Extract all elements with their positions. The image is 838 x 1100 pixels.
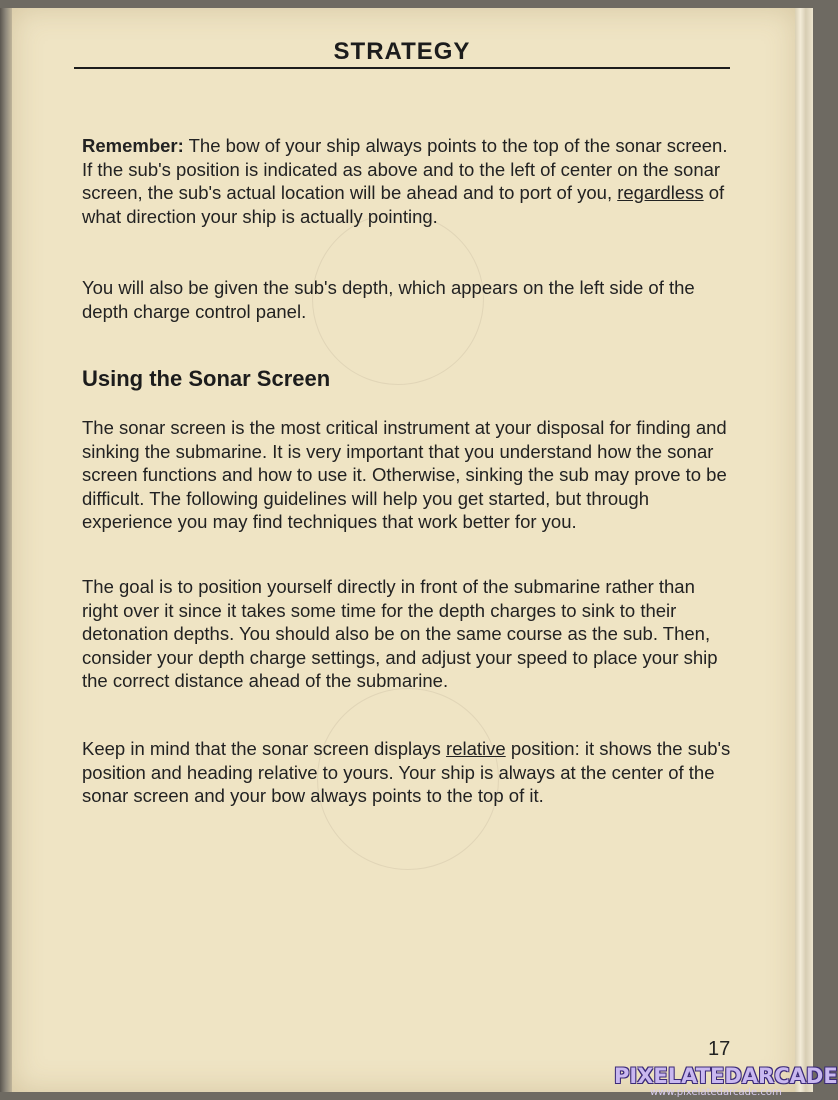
- section-heading: Using the Sonar Screen: [82, 366, 331, 391]
- watermark-logo: PIXELATEDARCADE: [614, 1064, 838, 1088]
- relative-text-1: Keep in mind that the sonar screen displays: [82, 738, 447, 759]
- paragraph-depth: You will also be given the sub's depth, which appears on the left side of the depth charge control panel.: [82, 277, 695, 322]
- remember-text-1: The bow of your ship always points to the top of the sonar screen. If the sub's position is indicated as above and to the left of center on the sonar screen, the sub's actual location will be ahead and to port of you,: [82, 135, 728, 203]
- page-edges: [795, 8, 813, 1092]
- relative-text-2: position: it shows the sub's position and heading relative to yours. Your ship is always at the center of the sonar screen and your bow always points to the top of it.: [82, 738, 731, 806]
- page-title: STRATEGY: [333, 38, 471, 65]
- watermark-url: www.pixelatedarcade.com: [650, 1087, 782, 1098]
- page-number: 17: [708, 1038, 731, 1060]
- paragraph-relative: [82, 737, 734, 808]
- paragraph-sonar-intro: The sonar screen is the most critical instrument at your disposal for finding and sinking the submarine. It is very important that you understand how the sonar screen functions and how to use it. Otherwise, sinking the sub may prove to be difficult. The following guidelines will help you get started, but through experience you may find techniques that work better for you.: [82, 417, 727, 532]
- remember-text-2: of what direction your ship is actually pointing.: [82, 182, 725, 227]
- relative-emphasis: relative: [446, 738, 506, 759]
- paragraph-remember: [82, 134, 734, 228]
- header-rule: [74, 67, 730, 69]
- remember-emphasis: regardless: [617, 182, 704, 203]
- remember-label: Remember:: [82, 135, 184, 156]
- paragraph-goal: The goal is to position yourself directly in front of the submarine rather than right over it since it takes some time for the depth charges to sink to their detonation depths. You should also be on the same course as the sub. Then, consider your depth charge settings, and adjust your speed to place your ship the correct distance ahead of the submarine.: [82, 576, 718, 691]
